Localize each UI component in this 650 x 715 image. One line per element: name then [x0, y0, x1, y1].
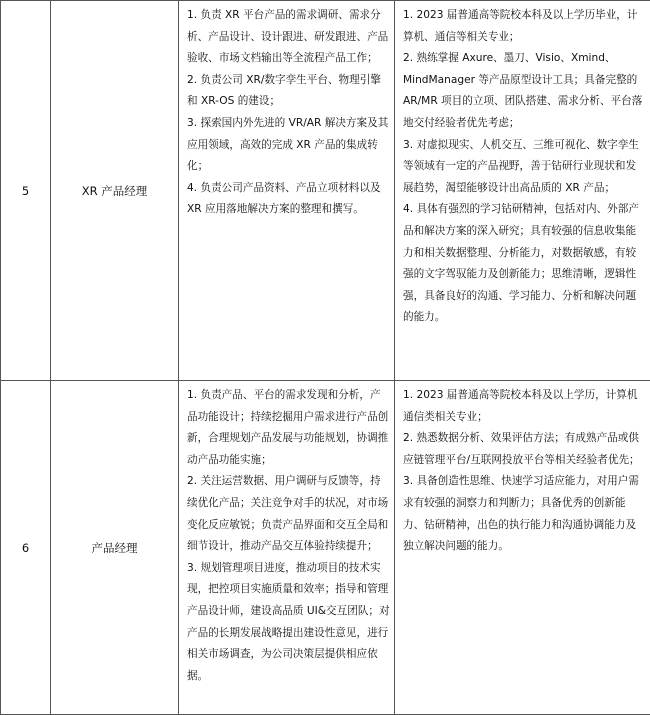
requirement-item: 1. 2023 届普通高等院校本科及以上学历，计算机通信类相关专业； — [403, 385, 646, 428]
row-number: 6 — [1, 381, 51, 715]
responsibility-item: 3. 规划管理项目进度，推动项目的技术实现，把控项目实施质量和效率；指导和管理产品设计师，建设高品质 UI&交互团队；对产品的长期发展战略提出建设性意见，进行相关市场调查，为公司决策层提供相应依据。 — [187, 558, 390, 688]
responsibility-item: 1. 负责产品、平台的需求发现和分析，产品功能设计；持续挖掘用户需求进行产品创新，合理规划产品发展与功能规划，协调推动产品功能实施； — [187, 385, 390, 471]
responsibilities-cell — [179, 1, 395, 381]
responsibility-item: 4. 负责公司产品资料、产品立项材料以及 XR 应用落地解决方案的整理和撰写。 — [187, 178, 390, 221]
row-number: 5 — [1, 1, 51, 381]
requirement-item: 2. 熟悉数据分析、效果评估方法；有成熟产品或供应链管理平台/互联网投放平台等相关经验者优先； — [403, 428, 646, 471]
requirements-cell — [395, 381, 650, 715]
responsibility-item: 2. 负责公司 XR/数字孪生平台、物理引擎和 XR-OS 的建设； — [187, 70, 390, 113]
responsibility-item: 2. 关注运营数据、用户调研与反馈等，持续优化产品；关注竞争对手的状况，对市场变化反应敏锐；负责产品界面和交互全局和细节设计，推动产品交互体验持续提升； — [187, 471, 390, 557]
requirements-cell — [395, 1, 650, 381]
responsibility-item: 3. 探索国内外先进的 VR/AR 解决方案及其应用领域，高效的完成 XR 产品的集成转化； — [187, 113, 390, 178]
requirement-item: 2. 熟练掌握 Axure、墨刀、Visio、Xmind、MindManager 等产品原型设计工具；具备完整的 AR/MR 项目的立项、团队搭建、需求分析、平台落地交付经验者优先考虑； — [403, 48, 646, 134]
requirement-item: 3. 对虚拟现实、人机交互、三维可视化、数字孪生等领域有一定的产品视野，善于钻研行业现状和发展趋势，渴望能够设计出高品质的 XR 产品； — [403, 135, 646, 200]
requirement-item: 4. 具体有强烈的学习钻研精神，包括对内、外部产品和解决方案的深入研究；具有较强的信息收集能力和相关数据整理、分析能力，对数据敏感，有较强的文字驾驭能力及创新能力；思维清晰，逻辑性强，具备良好的沟通、学习能力、分析和解决问题的能力。 — [403, 199, 646, 329]
requirement-item: 1. 2023 届普通高等院校本科及以上学历毕业，计算机、通信等相关专业； — [403, 5, 646, 48]
table-row — [1, 381, 650, 715]
position-title: XR 产品经理 — [51, 1, 179, 381]
position-title: 产品经理 — [51, 381, 179, 715]
requirement-item: 3. 具备创造性思维、快速学习适应能力，对用户需求有较强的洞察力和判断力；具备优秀的创新能力、钻研精神，出色的执行能力和沟通协调能力及独立解决问题的能力。 — [403, 471, 646, 557]
responsibilities-cell — [179, 381, 395, 715]
responsibility-item: 1. 负责 XR 平台产品的需求调研、需求分析、产品设计、设计跟进、研发跟进、产品验收、市场文档输出等全流程产品工作； — [187, 5, 390, 70]
table-row — [1, 1, 650, 381]
